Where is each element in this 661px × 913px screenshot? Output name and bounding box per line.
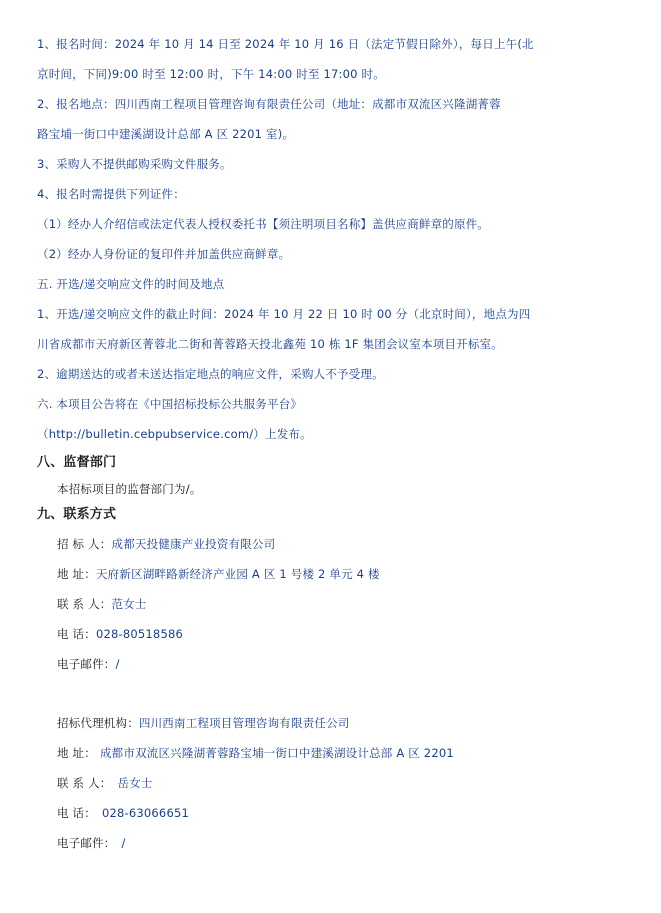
purchaser-contact-label: 联 系 人： (57, 597, 112, 611)
purchaser-contact-value: 范女士 (111, 597, 147, 611)
registration-time-line-1: 1、报名时间：2024 年 10 月 14 日至 2024 年 10 月 16 日（法定节假日除外），每日上午(北 (37, 37, 534, 51)
document-item-2: （2）经办人身份证的复印件并加盖供应商鲜章。 (37, 247, 291, 261)
late-submission-line: 2、逾期送达的或者未送达指定地点的响应文件，采购人不予受理。 (37, 367, 384, 381)
registration-time-line-2: 京时间，下同)9:00 时至 12:00 时，下午 14:00 时至 17:00 时。 (37, 67, 385, 81)
deadline-line-1: 1、开选/递交响应文件的截止时间：2024 年 10 月 22 日 10 时 00 分（北京时间），地点为四 (37, 307, 531, 321)
agency-email-label: 电子邮件： (57, 836, 116, 850)
section-6-title: 六. 本项目公告将在《中国招标投标公共服务平台》 (37, 397, 303, 411)
section-5-title: 五. 开选/递交响应文件的时间及地点 (37, 277, 225, 291)
agency-contact-label: 联 系 人： (57, 776, 112, 790)
agency-email-row (57, 835, 126, 851)
purchaser-email-label: 电子邮件： (57, 657, 116, 671)
purchaser-contact-row (57, 596, 147, 612)
purchaser-email-value: / (115, 657, 120, 671)
agency-contact-value: 岳女士 (117, 776, 153, 790)
agency-phone-row (57, 805, 189, 821)
agency-address-label: 地 址： (57, 746, 96, 760)
document-item-1: （1）经办人介绍信或法定代表人授权委托书【须注明项目名称】盖供应商鲜章的原件。 (37, 217, 490, 231)
agency-name-value: 四川西南工程项目管理咨询有限责任公司 (138, 716, 350, 730)
purchaser-phone-value: 028-80518586 (95, 627, 184, 641)
purchaser-phone-row (57, 626, 183, 642)
registration-location-line-1: 2、报名地点：四川西南工程项目管理咨询有限责任公司（地址：成都市双流区兴隆湖菁蓉 (37, 97, 501, 111)
agency-name-label: 招标代理机构： (57, 716, 139, 730)
deadline-line-2: 川省成都市天府新区菁蓉北二街和菁蓉路天投北鑫苑 10 栋 1F 集团会议室本项目开标室。 (37, 337, 503, 351)
agency-phone-value: 028-63066651 (101, 806, 190, 820)
required-documents-line: 4、报名时需提供下列证件： (37, 187, 185, 201)
registration-location-line-2: 路宝埔一街口中建溪湖设计总部 A 区 2201 室)。 (37, 127, 295, 141)
supervision-text: 本招标项目的监督部门为/。 (57, 482, 202, 496)
purchaser-name-value: 成都天投健康产业投资有限公司 (111, 537, 276, 551)
section-8-heading: 八、监督部门 (37, 455, 117, 470)
purchaser-address-value: 天府新区湖畔路新经济产业园 A 区 1 号楼 2 单元 4 楼 (95, 567, 380, 581)
purchaser-email-row (57, 656, 120, 672)
publication-url-line: （http://bulletin.cebpubservice.com/）上发布。 (37, 427, 312, 441)
agency-address-row (57, 745, 454, 761)
purchaser-phone-label: 电 话： (57, 627, 96, 641)
agency-contact-row (57, 775, 153, 791)
section-9-heading: 九、联系方式 (37, 507, 117, 522)
agency-phone-label: 电 话： (57, 806, 96, 820)
purchaser-address-label: 地 址： (57, 567, 96, 581)
no-mail-service-line: 3、采购人不提供邮购采购文件服务。 (37, 157, 232, 171)
agency-name-row (57, 715, 350, 731)
purchaser-address-row (57, 566, 380, 582)
agency-email-value: / (121, 836, 126, 850)
purchaser-name-label: 招 标 人： (57, 537, 112, 551)
agency-address-value: 成都市双流区兴隆湖菁蓉路宝埔一街口中建溪湖设计总部 A 区 2201 (99, 746, 454, 760)
purchaser-name-row (57, 536, 275, 552)
